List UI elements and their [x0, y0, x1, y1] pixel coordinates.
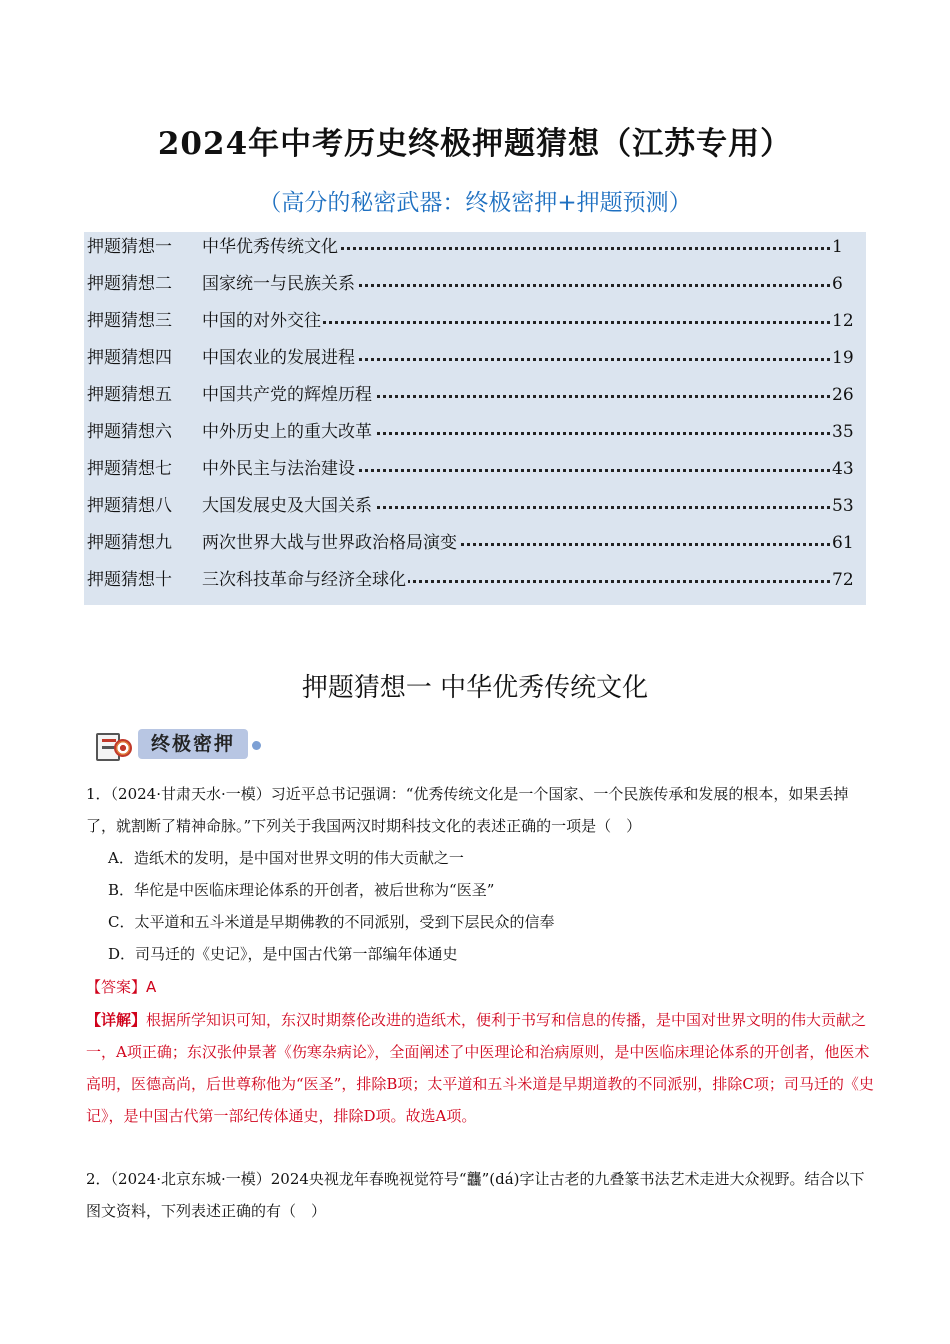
toc-page: 43 [832, 454, 854, 484]
toc-name: 两次世界大战与世界政治格局演变 [202, 528, 459, 558]
toc-label: 押题猜想三 [87, 311, 172, 331]
toc-row[interactable] [84, 269, 866, 299]
toc-page: 72 [832, 565, 854, 595]
question-1-stem: 1．（2024·甘肃天水·一模）习近平总书记强调：“优秀传统文化是一个国家、一个民族传承和发展的根本，如果丢掉了，就割断了精神命脉。”下列关于我国两汉时期科技文化的表述正确的一项是（ ） [86, 785, 849, 835]
toc-label: 押题猜想七 [87, 459, 172, 479]
dot-icon [252, 741, 261, 750]
toc-page: 19 [832, 343, 854, 373]
question-1-detail [86, 1004, 876, 1132]
toc-row[interactable] [84, 306, 866, 336]
question-1-option-a[interactable]: A．造纸术的发明，是中国对世界文明的伟大贡献之一 [108, 849, 464, 867]
toc-row[interactable] [84, 528, 866, 558]
target-icon [114, 739, 132, 757]
toc-name: 国家统一与民族关系 [202, 269, 357, 299]
detail-tag: 【详解】 [86, 1011, 147, 1029]
toc-name: 中国共产党的辉煌历程 [202, 380, 374, 410]
question-1-option-c[interactable]: C．太平道和五斗米道是早期佛教的不同派别，受到下层民众的信奉 [108, 913, 555, 931]
section-title: 押题猜想一 中华优秀传统文化 [301, 673, 649, 703]
question-2-stem: 2．（2024·北京东城·一模）2024央视龙年春晚视觉符号“龘”(dá)字让古老的九叠篆书法艺术走进大众视野。结合以下图文资料，下列表述正确的有（ ） [86, 1170, 865, 1220]
toc-name: 中国的对外交往 [202, 306, 323, 336]
document-title: 2024年中考历史终极押题猜想（江苏专用） [157, 126, 793, 162]
toc-page: 53 [832, 491, 854, 521]
toc-name: 大国发展史及大国关系 [202, 491, 374, 521]
toc-page: 61 [832, 528, 854, 558]
document-subtitle: （高分的秘密武器：终极密押+押题预测） [258, 190, 692, 216]
answer-value: A [146, 978, 157, 996]
toc-name: 三次科技革命与经济全球化 [202, 565, 408, 595]
toc-name: 中外民主与法治建设 [202, 454, 357, 484]
toc-row[interactable] [84, 491, 866, 521]
toc-label: 押题猜想八 [87, 496, 172, 516]
toc-page: 26 [832, 380, 854, 410]
section-badge [94, 727, 264, 763]
toc-label: 押题猜想四 [87, 348, 172, 368]
toc-page: 12 [832, 306, 854, 336]
toc-name: 中国农业的发展进程 [202, 343, 357, 373]
toc-label: 押题猜想六 [87, 422, 172, 442]
toc-name: 中外历史上的重大改革 [202, 417, 374, 447]
toc-page: 1 [832, 232, 843, 262]
question-1-option-d[interactable]: D．司马迁的《史记》，是中国古代第一部编年体通史 [108, 945, 458, 963]
toc-row[interactable] [84, 454, 866, 484]
detail-text: 根据所学知识可知，东汉时期蔡伦改进的造纸术，便利于书写和信息的传播，是中国对世界文明的伟大贡献之一，A项正确；东汉张仲景著《伤寒杂病论》，全面阐述了中医理论和治病原则，是中医临床理论体系的开创者，他医术高明，医德高尚，后世尊称他为“医圣”，排除B项；太平道和五斗米道是早期道教的不同派别，排除C项；司马迁的《史记》，是中国古代第一部纪传体通史，排除D项。故选A项。 [86, 1011, 874, 1125]
toc-label: 押题猜想五 [87, 385, 172, 405]
answer-tag: 【答案】 [86, 978, 147, 996]
toc-row[interactable] [84, 417, 866, 447]
toc-row[interactable] [84, 343, 866, 373]
toc-page: 6 [832, 269, 843, 299]
toc-page: 35 [832, 417, 854, 447]
toc-label: 押题猜想一 [87, 237, 172, 257]
toc-name: 中华优秀传统文化 [202, 232, 340, 262]
toc-label: 押题猜想九 [87, 533, 172, 553]
badge-label: 终极密押 [138, 729, 248, 759]
toc-row[interactable] [84, 565, 866, 595]
toc-row[interactable] [84, 232, 866, 262]
table-of-contents [84, 232, 866, 605]
question-1-option-b[interactable]: B．华佗是中医临床理论体系的开创者，被后世称为“医圣” [108, 881, 495, 899]
toc-row[interactable] [84, 380, 866, 410]
question-1-answer [86, 971, 156, 1003]
toc-label: 押题猜想十 [87, 570, 172, 590]
toc-label: 押题猜想二 [87, 274, 172, 294]
